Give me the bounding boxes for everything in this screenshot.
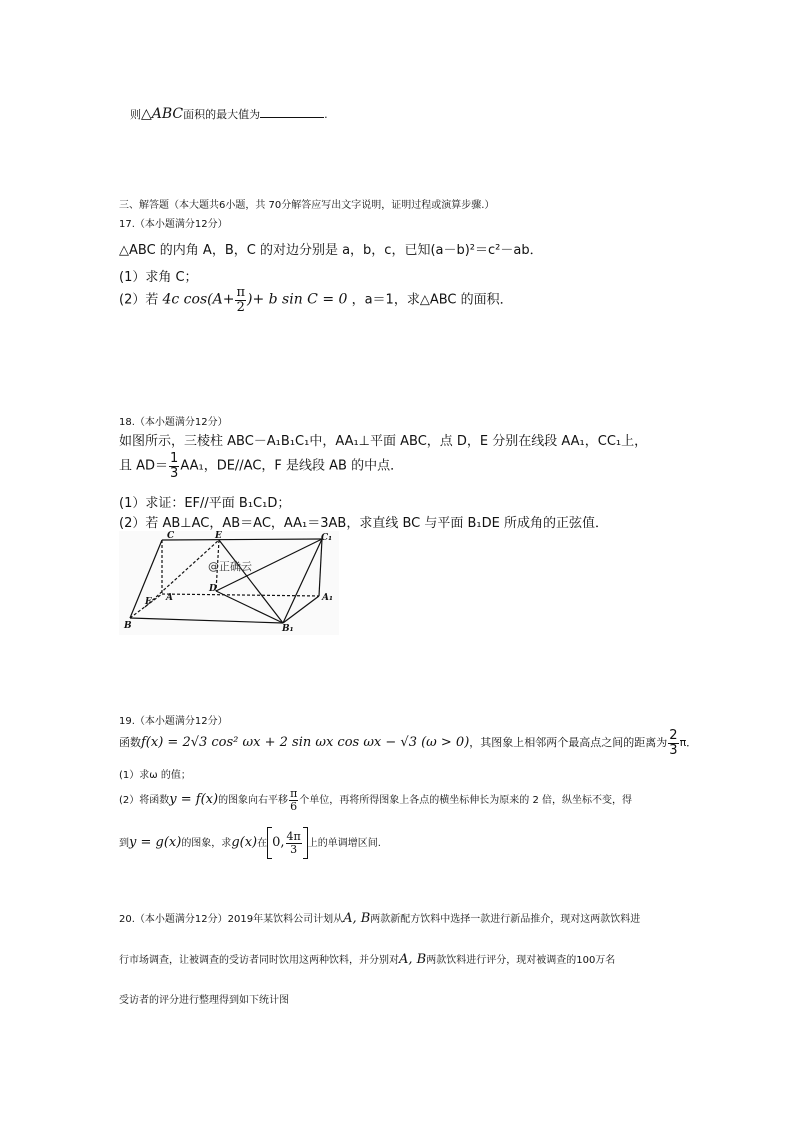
q19-part2b-prefix: 到 bbox=[119, 838, 129, 849]
q19-part2b-mid: 的图象，求 bbox=[181, 838, 232, 849]
watermark-text: @正确云 bbox=[208, 560, 252, 573]
label-b1: B₁ bbox=[282, 624, 294, 634]
q19-part2-line2 bbox=[119, 827, 381, 859]
q18-label: 18.（本小题满分12分） bbox=[119, 417, 228, 428]
fraction-numerator: π bbox=[290, 787, 298, 800]
prism-figure bbox=[119, 531, 339, 635]
q20-line2 bbox=[119, 951, 615, 967]
q19-part2b-suffix: 上的单调增区间. bbox=[307, 838, 381, 849]
label-a: A bbox=[166, 593, 173, 603]
q18-stem-line1: 如图所示，三棱柱 ABC－A₁B₁C₁中，AA₁⊥平面 ABC，点 D，E 分别在线段 AA₁，CC₁上， bbox=[119, 434, 648, 449]
edge-b1-c1 bbox=[283, 539, 322, 623]
q17-part2-suffix: ，a＝1，求△ABC 的面积． bbox=[351, 292, 513, 308]
q17-part2-fraction bbox=[235, 286, 246, 314]
q17-part1: (1）求角 C； bbox=[119, 270, 198, 285]
label-a1: A₁ bbox=[322, 593, 333, 603]
q20-line1-prefix: 20.（本小题满分12分）2019年某饮料公司计划从 bbox=[119, 914, 344, 925]
q19-function-def: f(x) = 2√3 cos² ωx + 2 sin ωx cos ωx − √3 (ω > 0) bbox=[141, 735, 470, 751]
q20-line2-suffix: 两款饮料进行评分，现对被调查的100万名 bbox=[426, 955, 616, 966]
q18-part1: (1）求证：EF//平面 B₁C₁D； bbox=[119, 496, 291, 511]
fraction-numerator: 4π bbox=[286, 829, 301, 843]
q17-label: 17.（本小题满分12分） bbox=[119, 219, 228, 230]
q17-stem: △ABC 的内角 A，B，C 的对边分别是 a，b，c，已知(a－b)²＝c²－ab． bbox=[119, 243, 543, 258]
q18-fraction bbox=[169, 452, 179, 480]
q20-line1-math: A, B bbox=[343, 911, 371, 926]
q19-part2a-prefix: (2）将函数 bbox=[119, 795, 170, 807]
q19-part2a-suffix: 个单位，再将所得图象上各点的横坐标伸长为原来的 2 倍，纵坐标不变，得 bbox=[299, 795, 633, 807]
label-d: D bbox=[209, 584, 217, 594]
edge-b-b1 bbox=[130, 618, 283, 623]
q17-part2 bbox=[119, 286, 513, 314]
edge-e-b1 bbox=[219, 540, 283, 623]
q19-shift-fraction bbox=[289, 788, 298, 812]
q19-label: 19.（本小题满分12分） bbox=[119, 716, 228, 727]
q19-interval-fraction bbox=[286, 831, 302, 855]
fraction-numerator: π bbox=[236, 285, 245, 300]
q19-part2-line1 bbox=[119, 788, 632, 812]
q19-part2b-math: y = g(x) bbox=[129, 835, 182, 850]
fraction-denominator: 3 bbox=[290, 842, 298, 856]
q18-stem-line2 bbox=[119, 452, 403, 480]
fraction-denominator: 3 bbox=[170, 465, 179, 481]
fraction-numerator: 1 bbox=[170, 451, 179, 466]
q18-stem2-prefix: 且 AD＝ bbox=[119, 458, 169, 474]
q19-part2a-mid: 的图象向右平移 bbox=[218, 795, 289, 807]
q17-part2-math-b: )+ b sin C = 0 bbox=[247, 291, 348, 308]
q20-line1-suffix: 两款新配方饮料中选择一款进行新品推介，现对这两款饮料进 bbox=[370, 914, 641, 925]
label-f: F bbox=[145, 597, 152, 607]
q19-part2a-math: y = f(x) bbox=[169, 792, 219, 808]
q20-line2-prefix: 行市场调查，让被调查的受访者同时饮用这两种饮料，并分别对 bbox=[119, 955, 399, 966]
interval-left-value: 0, bbox=[272, 835, 285, 850]
top-line-end: . bbox=[324, 108, 328, 121]
answer-blank bbox=[260, 107, 324, 118]
label-b: B bbox=[124, 621, 132, 631]
q19-part2b-in: 在 bbox=[257, 838, 268, 849]
q20-line2-math: A, B bbox=[399, 952, 427, 967]
label-c1: C₁ bbox=[321, 533, 333, 543]
edge-b1-a1 bbox=[283, 596, 319, 623]
top-line-text: 面积的最大值为 bbox=[183, 108, 261, 121]
q20-line1 bbox=[119, 910, 640, 926]
q19-stem-mid: ，其图象上相邻两个最高点之间的距离为 bbox=[469, 736, 668, 750]
q19-stem bbox=[119, 729, 697, 757]
fraction-denominator: 3 bbox=[669, 742, 678, 758]
fraction-denominator: 6 bbox=[290, 799, 298, 813]
q19-part2b-math2: g(x) bbox=[231, 835, 258, 850]
label-c: C bbox=[167, 531, 175, 541]
area-max-question-line bbox=[130, 106, 328, 122]
q19-fraction bbox=[668, 729, 678, 757]
q20-line3: 受访者的评分进行整理得到如下统计图 bbox=[119, 995, 289, 1006]
edge-a1-c1 bbox=[319, 539, 322, 596]
fraction-denominator: 2 bbox=[236, 299, 245, 315]
top-line-prefix: 则 bbox=[130, 108, 141, 121]
label-e: E bbox=[215, 531, 222, 541]
q17-part2-math-a: 4c cos(A+ bbox=[162, 291, 235, 308]
top-line-math: △ABC bbox=[141, 106, 184, 122]
edge-c-c1 bbox=[162, 539, 322, 540]
q17-part2-prefix: (2）若 bbox=[119, 292, 159, 308]
q19-stem-end: π． bbox=[679, 736, 698, 750]
q18-part2: (2）若 AB⊥AC，AB＝AC，AA₁＝3AB，求直线 BC 与平面 B₁DE 所成角的正弦值． bbox=[119, 516, 608, 531]
section-heading: 三、解答题（本大题共6小题，共 70分解答应写出文字说明，证明过程或演算步骤.） bbox=[119, 200, 495, 211]
fraction-numerator: 2 bbox=[669, 728, 678, 743]
q19-part1: (1）求ω 的值； bbox=[119, 770, 191, 781]
q18-stem2-suffix: AA₁，DE//AC，F 是线段 AB 的中点． bbox=[180, 458, 404, 474]
prism-diagram bbox=[119, 531, 339, 635]
q19-stem-prefix: 函数 bbox=[119, 736, 141, 750]
